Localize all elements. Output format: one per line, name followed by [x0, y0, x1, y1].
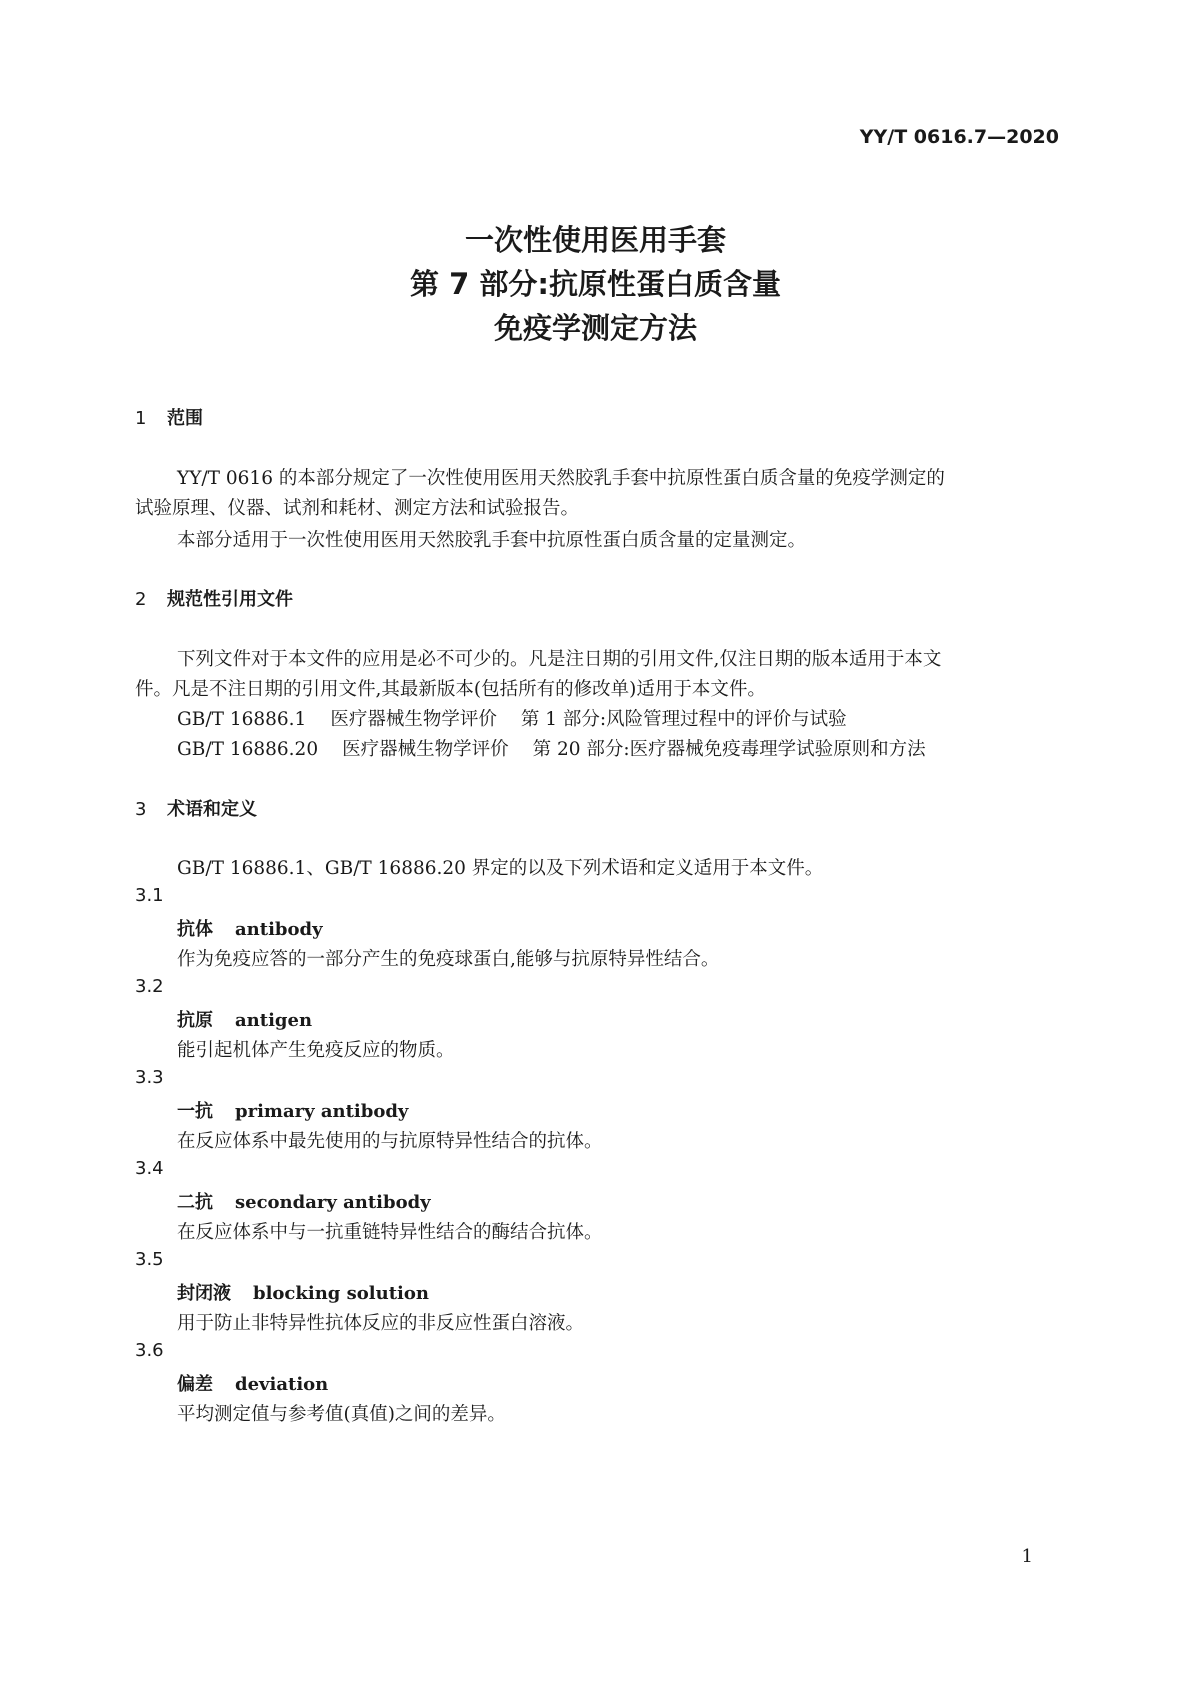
term-definition: 平均测定值与参考值(真值)之间的差异。 [177, 1404, 506, 1425]
term-chinese: 二抗 [177, 1192, 213, 1213]
reference-code: GB/T 16886.1 [177, 709, 307, 730]
section-number: 2 [135, 589, 147, 610]
paragraph: YY/T 0616 的本部分规定了一次性使用医用天然胶乳手套中抗原性蛋白质含量的免疫学测定的 [177, 468, 945, 489]
title-line-1: 一次性使用医用手套 [464, 223, 726, 257]
term-heading [177, 1097, 408, 1123]
section-2-heading [135, 585, 293, 611]
paragraph: 本部分适用于一次性使用医用天然胶乳手套中抗原性蛋白质含量的定量测定。 [177, 530, 807, 551]
term-heading [177, 1188, 431, 1214]
reference-title: 医疗器械生物学评价 [330, 709, 497, 730]
section-1-heading [135, 404, 203, 430]
title-line-2: 第 7 部分:抗原性蛋白质含量 [410, 267, 781, 301]
paragraph: GB/T 16886.1、GB/T 16886.20 界定的以及下列术语和定义适用于本文件。 [177, 858, 824, 879]
standard-number: YY/T 0616.7—2020 [859, 126, 1059, 148]
term-number: 3.5 [135, 1249, 164, 1270]
term-number: 3.2 [135, 976, 164, 997]
term-chinese: 偏差 [177, 1374, 213, 1395]
reference-part: 第 1 部分:风险管理过程中的评价与试验 [520, 709, 847, 730]
normative-reference [177, 735, 926, 761]
paragraph: 件。凡是不注日期的引用文件,其最新版本(包括所有的修改单)适用于本文件。 [135, 679, 766, 700]
reference-code: GB/T 16886.20 [177, 739, 319, 760]
term-heading [177, 1006, 312, 1032]
paragraph: 试验原理、仪器、试剂和耗材、测定方法和试验报告。 [135, 498, 580, 519]
paragraph: 下列文件对于本文件的应用是必不可少的。凡是注日期的引用文件,仅注日期的版本适用于本文 [177, 649, 942, 670]
term-definition: 用于防止非特异性抗体反应的非反应性蛋白溶液。 [177, 1313, 585, 1334]
term-heading [177, 1279, 429, 1305]
reference-part: 第 20 部分:医疗器械免疫毒理学试验原则和方法 [532, 739, 926, 760]
page-number: 1 [1021, 1546, 1033, 1567]
term-chinese: 抗原 [177, 1010, 213, 1031]
term-heading [177, 915, 323, 941]
section-title: 范围 [167, 408, 203, 429]
term-english: secondary antibody [235, 1192, 431, 1213]
section-title: 规范性引用文件 [167, 589, 293, 610]
term-definition: 在反应体系中最先使用的与抗原特异性结合的抗体。 [177, 1131, 603, 1152]
term-definition: 能引起机体产生免疫反应的物质。 [177, 1040, 455, 1061]
term-chinese: 一抗 [177, 1101, 213, 1122]
section-title: 术语和定义 [167, 799, 257, 820]
term-english: antibody [235, 919, 323, 940]
section-3-heading [135, 795, 257, 821]
term-chinese: 抗体 [177, 919, 213, 940]
term-english: antigen [235, 1010, 313, 1031]
reference-title: 医疗器械生物学评价 [342, 739, 509, 760]
term-heading [177, 1370, 328, 1396]
term-english: blocking solution [253, 1283, 429, 1304]
term-chinese: 封闭液 [177, 1283, 231, 1304]
section-number: 3 [135, 799, 147, 820]
title-line-3: 免疫学测定方法 [493, 311, 697, 345]
term-number: 3.1 [135, 885, 164, 906]
term-english: deviation [235, 1374, 329, 1395]
normative-reference [177, 705, 847, 731]
term-english: primary antibody [235, 1101, 409, 1122]
term-number: 3.3 [135, 1067, 164, 1088]
term-definition: 在反应体系中与一抗重链特异性结合的酶结合抗体。 [177, 1222, 603, 1243]
term-number: 3.6 [135, 1340, 164, 1361]
term-definition: 作为免疫应答的一部分产生的免疫球蛋白,能够与抗原特异性结合。 [177, 949, 720, 970]
section-number: 1 [135, 408, 147, 429]
term-number: 3.4 [135, 1158, 164, 1179]
